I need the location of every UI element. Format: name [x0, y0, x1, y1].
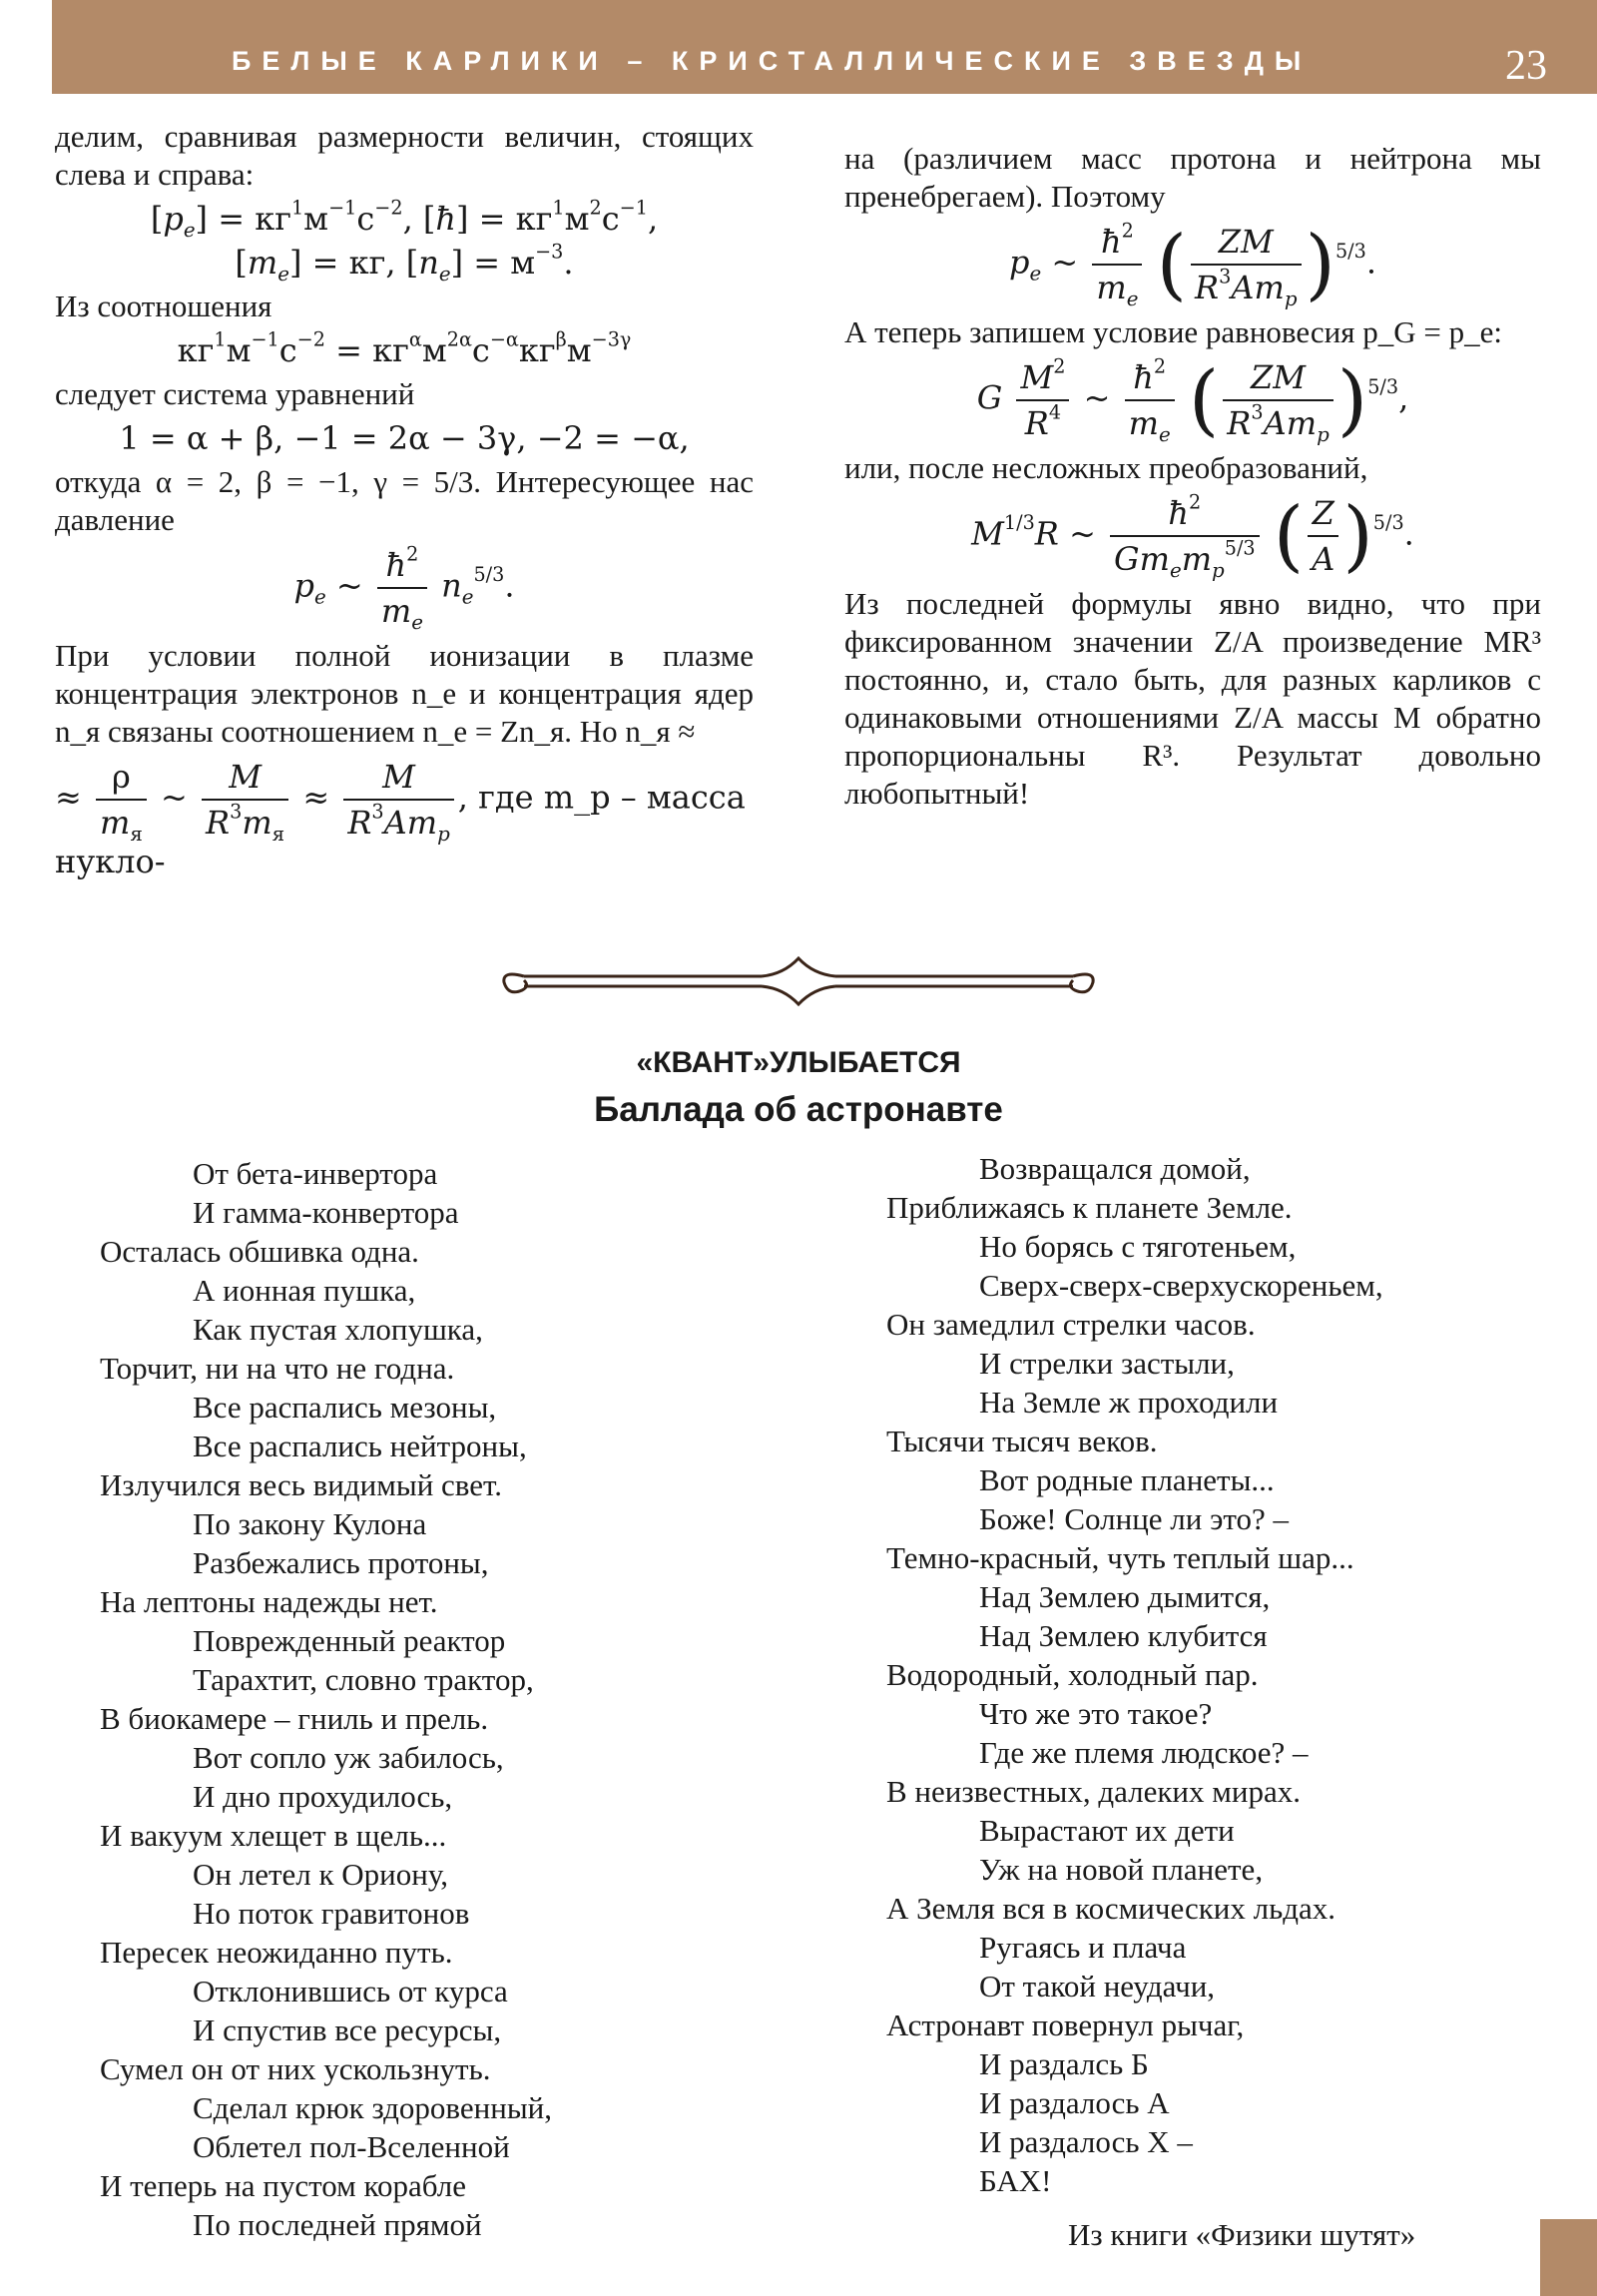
ornament-divider-icon	[494, 956, 1103, 1006]
poem-line: И раздалсь Б	[979, 2046, 1149, 2081]
poem-line: БАХ!	[979, 2163, 1052, 2198]
poem-line: Сделал крюк здоровенный,	[193, 2090, 552, 2125]
formula-relation: $кг^1м^{-1}с^{-2} = кг^\alpha м^{2\alpha}с^{-\alpha}кг^\beta м^{-3\gamma}$	[177, 327, 632, 369]
poem-line: Над Землею дымится,	[979, 1579, 1271, 1614]
paragraph-ionization: При условии полной ионизации в плазме концентрация электронов n_e и концентрация ядер n_я связаны соотношением n_e = Zn_я. Но n_я ≈	[55, 638, 754, 749]
poem-left-column	[100, 1154, 552, 2244]
poem-line: И дно прохудилось,	[193, 1779, 453, 1814]
formula-dimensions-2: $[m_e]$ = кг, $[n_e] = м^{-3}$.	[235, 240, 574, 286]
formula-pressure-mass: $p_e$ ~ $\frac{ħ^2}{m_e}$ ( $\frac{ZM}{R^3Am_p}$ )$^{5/3}$.	[1008, 219, 1377, 310]
paragraph-dimensions: делим, сравнивая размерности величин, стоящих слева и справа:	[55, 119, 754, 192]
poem-line: На лептоны надежды нет.	[100, 1584, 438, 1619]
poem-line: Но поток гравитонов	[193, 1896, 470, 1931]
poem-line: Осталась обшивка одна.	[100, 1234, 419, 1269]
poem-line: Уж на новой планете,	[979, 1852, 1264, 1887]
running-title: БЕЛЫЕ КАРЛИКИ – КРИСТАЛЛИЧЕСКИЕ ЗВЕЗДЫ	[232, 46, 1313, 76]
poem-line: Излучился весь видимый свет.	[100, 1467, 502, 1502]
poem-line: Отклонившись от курса	[193, 1974, 508, 2009]
poem-line: От бета-инвертора	[193, 1156, 438, 1191]
poem-line: Но борясь с тяготеньем,	[979, 1229, 1297, 1264]
section-label: «КВАНТ»УЛЫБАЕТСЯ	[636, 1046, 961, 1079]
poem-right-column	[886, 1149, 1383, 2200]
poem-line: Сумел он от них ускользнуть.	[100, 2051, 491, 2086]
page-header	[52, 0, 1597, 94]
poem-line: Сверх-сверх-сверхускореньем,	[979, 1268, 1383, 1303]
poem-line: Темно-красный, чуть теплый шар...	[886, 1540, 1354, 1575]
poem-line: И теперь на пустом корабле	[100, 2168, 467, 2203]
poem-line: Астронавт повернул рычаг,	[886, 2008, 1245, 2042]
poem-line: Все распались нейтроны,	[193, 1429, 527, 1463]
poem-line: И вакуум хлещет в щель...	[100, 1818, 447, 1853]
poem-line: На Земле ж проходили	[979, 1385, 1279, 1420]
paragraph-conclusion: Из последней формулы явно видно, что при фиксированном значении Z/A произведение MR³ постоянно, и, стало быть, для разных карликов с одинаковыми отношениями Z/A массы M обратно пропорциональны R³. Результат довольно любопытный!	[844, 586, 1541, 811]
poem-line: Торчит, ни на что не годна.	[100, 1351, 455, 1386]
poem-line: Вырастают их дети	[979, 1813, 1235, 1848]
poem-line: По последней прямой	[193, 2207, 482, 2242]
poem-line: А Земля вся в космических льдах.	[886, 1891, 1336, 1926]
poem-line: Приближаясь к планете Земле.	[886, 1190, 1293, 1225]
poem-line: И раздалось А	[979, 2085, 1170, 2120]
paragraph-relation: Из соотношения	[55, 288, 272, 323]
poem-line: Боже! Солнце ли это? –	[979, 1501, 1290, 1536]
poem-line: Что же это такое?	[979, 1696, 1213, 1731]
poem-source: Из книги «Физики шутят»	[1068, 2217, 1416, 2252]
poem-line: Поврежденный реактор	[193, 1623, 506, 1658]
poem-line: От такой неудачи,	[979, 1969, 1216, 2004]
formula-mass-radius: $M^{1/3}R$ ~ $\frac{ħ^2}{Gm_em_p^{5/3}}$ ( $\frac{Z}{A}$ )$^{5/3}$.	[971, 490, 1414, 582]
paragraph-neglect: на (различием масс протона и нейтрона мы пренебрегаем). Поэтому	[844, 141, 1541, 214]
corner-accent	[1540, 2219, 1597, 2296]
poem-line: И гамма-конвертора	[193, 1195, 459, 1230]
page-number: 23	[1505, 43, 1547, 89]
poem-line: Он летел к Ориону,	[193, 1857, 449, 1892]
poem-title: Баллада об астронавте	[594, 1090, 1003, 1129]
poem-line: В биокамере – гниль и прель.	[100, 1701, 489, 1736]
paragraph-equilibrium: А теперь запишем условие равновесия p_G = p_e:	[844, 314, 1502, 349]
poem-line: И раздалось Х –	[979, 2124, 1193, 2159]
formula-equilibrium: G $\frac{M^2}{R^4}$ ~ $\frac{ħ^2}{m_e}$ ( $\frac{ZM}{R^3Am_p}$ )$^{5/3}$,	[976, 354, 1409, 446]
poem-line: По закону Кулона	[193, 1506, 427, 1541]
poem-line: Он замедлил стрелки часов.	[886, 1307, 1256, 1342]
poem-line: И спустив все ресурсы,	[193, 2012, 502, 2047]
poem-line: В неизвестных, далеких мирах.	[886, 1774, 1301, 1809]
poem-line: Вот сопло уж забилось,	[193, 1740, 504, 1775]
poem-line: Над Землею клубится	[979, 1618, 1268, 1653]
poem-line: А ионная пушка,	[193, 1273, 416, 1308]
poem-line: Разбежались протоны,	[193, 1545, 489, 1580]
formula-pressure: $p_e$ ~ $\frac{ħ^2}{m_e}$ $n_e^{5/3}$.	[293, 542, 515, 634]
poem-line: Вот родные планеты...	[979, 1462, 1275, 1497]
paragraph-transform: или, после несложных преобразований,	[844, 450, 1368, 485]
poem-line: Водородный, холодный пар.	[886, 1657, 1259, 1692]
poem-line: Все распались мезоны,	[193, 1390, 497, 1425]
poem-line: И стрелки застыли,	[979, 1346, 1235, 1381]
poem-line: Тысячи тысяч веков.	[886, 1424, 1158, 1458]
right-column	[844, 140, 1541, 813]
paragraph-ionization-end: , где m_p – масса нукло-	[55, 778, 746, 880]
poem-line: Ругаясь и плача	[979, 1930, 1187, 1965]
poem-line: Возвращался домой,	[979, 1151, 1251, 1186]
poem-line: Тарахтит, словно трактор,	[193, 1662, 534, 1697]
poem-line: Пересек неожиданно путь.	[100, 1935, 453, 1970]
paragraph-solution: откуда α = 2, β = −1, γ = 5/3. Интересующее нас давление	[55, 464, 754, 537]
formula-concentration: ≈ $\frac{\rho}{m_я}$ ~ $\frac{M}{R^3m_я}$ ≈ $\frac{M}{R^3Am_p}$ , где m_p – масса нукло-	[55, 758, 746, 880]
formula-dimensions-1: $[p_e] = кг^1м^{-1}с^{-2}$, [ħ] = $кг^1м^2с^{-1}$,	[150, 196, 659, 242]
poem-line: Как пустая хлопушка,	[193, 1312, 483, 1347]
poem-line: Где же племя людское? –	[979, 1735, 1309, 1770]
left-column	[55, 118, 754, 886]
paragraph-system: следует система уравнений	[55, 376, 415, 411]
formula-system: 1 = α + β, −1 = 2α − 3γ, −2 = −α,	[119, 419, 690, 457]
poem-line: Облетел пол-Вселенной	[193, 2129, 510, 2164]
